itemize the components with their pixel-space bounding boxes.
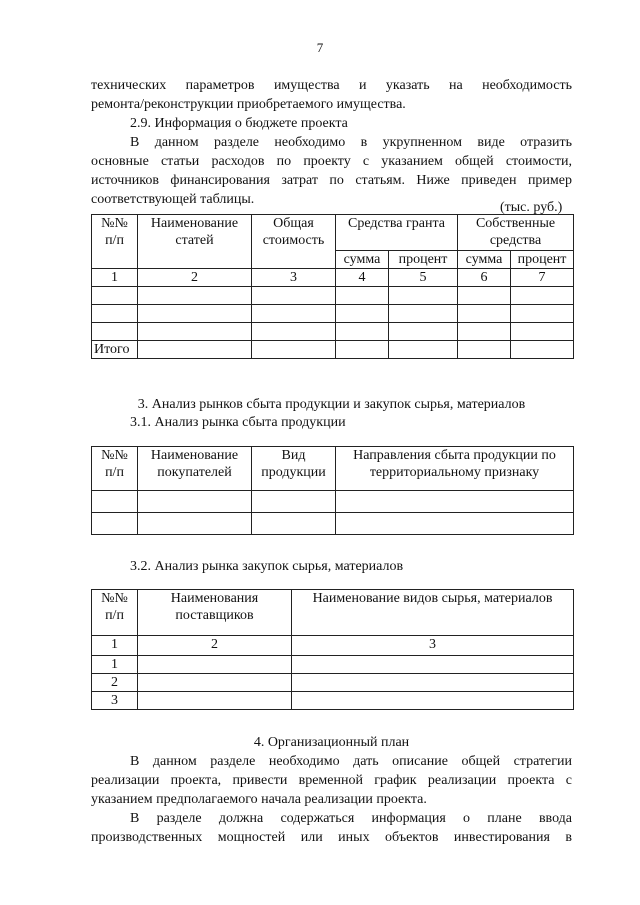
table-row [92, 692, 574, 710]
table-row [92, 287, 574, 305]
col-num-cell: 4 [336, 269, 389, 287]
text-line: производственных мощностей или иных объектов инвестирования в [91, 830, 572, 845]
heading-3: 3. Анализ рынков сбыта продукции и закупок сырья, материалов [137, 397, 526, 412]
col-buyers-header: Наименование покупателей [138, 447, 252, 491]
text-line: соответствующей таблицы. [91, 192, 255, 207]
text-line: ремонта/реконструкции приобретаемого имущества. [91, 97, 406, 112]
col-direction-header: Направления сбыта продукции по территориальному признаку [336, 447, 574, 491]
text-line: реализации проекта, привести временной график реализации проекта с [91, 773, 572, 788]
col-num-cell: 5 [389, 269, 458, 287]
text-line: В данном разделе необходимо дать описание общей стратегии [130, 754, 572, 769]
paragraph-capacity [91, 809, 572, 847]
sub-pct-header: процент [389, 251, 458, 269]
sub-pct-header: процент [511, 251, 574, 269]
paragraph-equipment [91, 76, 572, 114]
col-num-cell: 3 [292, 636, 574, 656]
col-num-cell: 7 [511, 269, 574, 287]
table-row [92, 636, 574, 656]
purchase-table [91, 589, 574, 710]
col-name-header: Наименование статей [138, 215, 252, 269]
col-grant-header: Средства гранта [336, 215, 458, 251]
text-line: В разделе должна содержаться информация о плане ввода [130, 811, 572, 826]
sub-sum-header: сумма [458, 251, 511, 269]
heading-3-2: 3.2. Анализ рынка закупок сырья, материалов [130, 559, 404, 574]
col-total-header: Общая стоимость [252, 215, 336, 269]
total-row [92, 341, 574, 359]
table-row [92, 323, 574, 341]
table-row [92, 513, 574, 535]
col-num-cell: 3 [252, 269, 336, 287]
row-number: 2 [92, 674, 138, 692]
col-number-header: №№ п/п [92, 447, 138, 491]
table-row [92, 674, 574, 692]
text-line: основные статьи расходов по проекту с указанием общей стоимости, [91, 154, 572, 169]
text-line: В данном разделе необходимо в укрупненном виде отразить [130, 135, 572, 150]
col-num-cell: 2 [138, 636, 292, 656]
heading-3-1: 3.1. Анализ рынка сбыта продукции [130, 415, 346, 430]
col-suppliers-header: Наименования поставщиков [138, 590, 292, 636]
col-num-cell: 1 [92, 636, 138, 656]
page-number: 7 [316, 40, 324, 55]
col-num-cell: 2 [138, 269, 252, 287]
col-materials-header: Наименование видов сырья, материалов [292, 590, 574, 636]
sub-sum-header: сумма [336, 251, 389, 269]
table-row [92, 491, 574, 513]
text-line: технических параметров имущества и указать на необходимость [91, 78, 572, 93]
total-label: Итого [92, 341, 138, 359]
heading-4: 4. Организационный план [253, 735, 410, 750]
text-line: указанием предполагаемого начала реализации проекта. [91, 792, 427, 807]
market-table [91, 446, 574, 535]
col-own-header: Собственные средства [458, 215, 574, 251]
row-number: 1 [92, 656, 138, 674]
col-number-header: №№ п/п [92, 215, 138, 269]
col-number-header: №№ п/п [92, 590, 138, 636]
row-number: 3 [92, 692, 138, 710]
units-label: (тыс. руб.) [500, 200, 563, 215]
table-row [92, 269, 574, 287]
col-num-cell: 1 [92, 269, 138, 287]
table-row [92, 305, 574, 323]
paragraph-org-plan [91, 752, 572, 809]
heading-2-9: 2.9. Информация о бюджете проекта [130, 116, 348, 131]
text-line: источников финансирования затрат по статьям. Ниже приведен пример [91, 173, 572, 188]
col-product-header: Вид продукции [252, 447, 336, 491]
col-num-cell: 6 [458, 269, 511, 287]
table-row [92, 656, 574, 674]
budget-table [91, 214, 574, 359]
